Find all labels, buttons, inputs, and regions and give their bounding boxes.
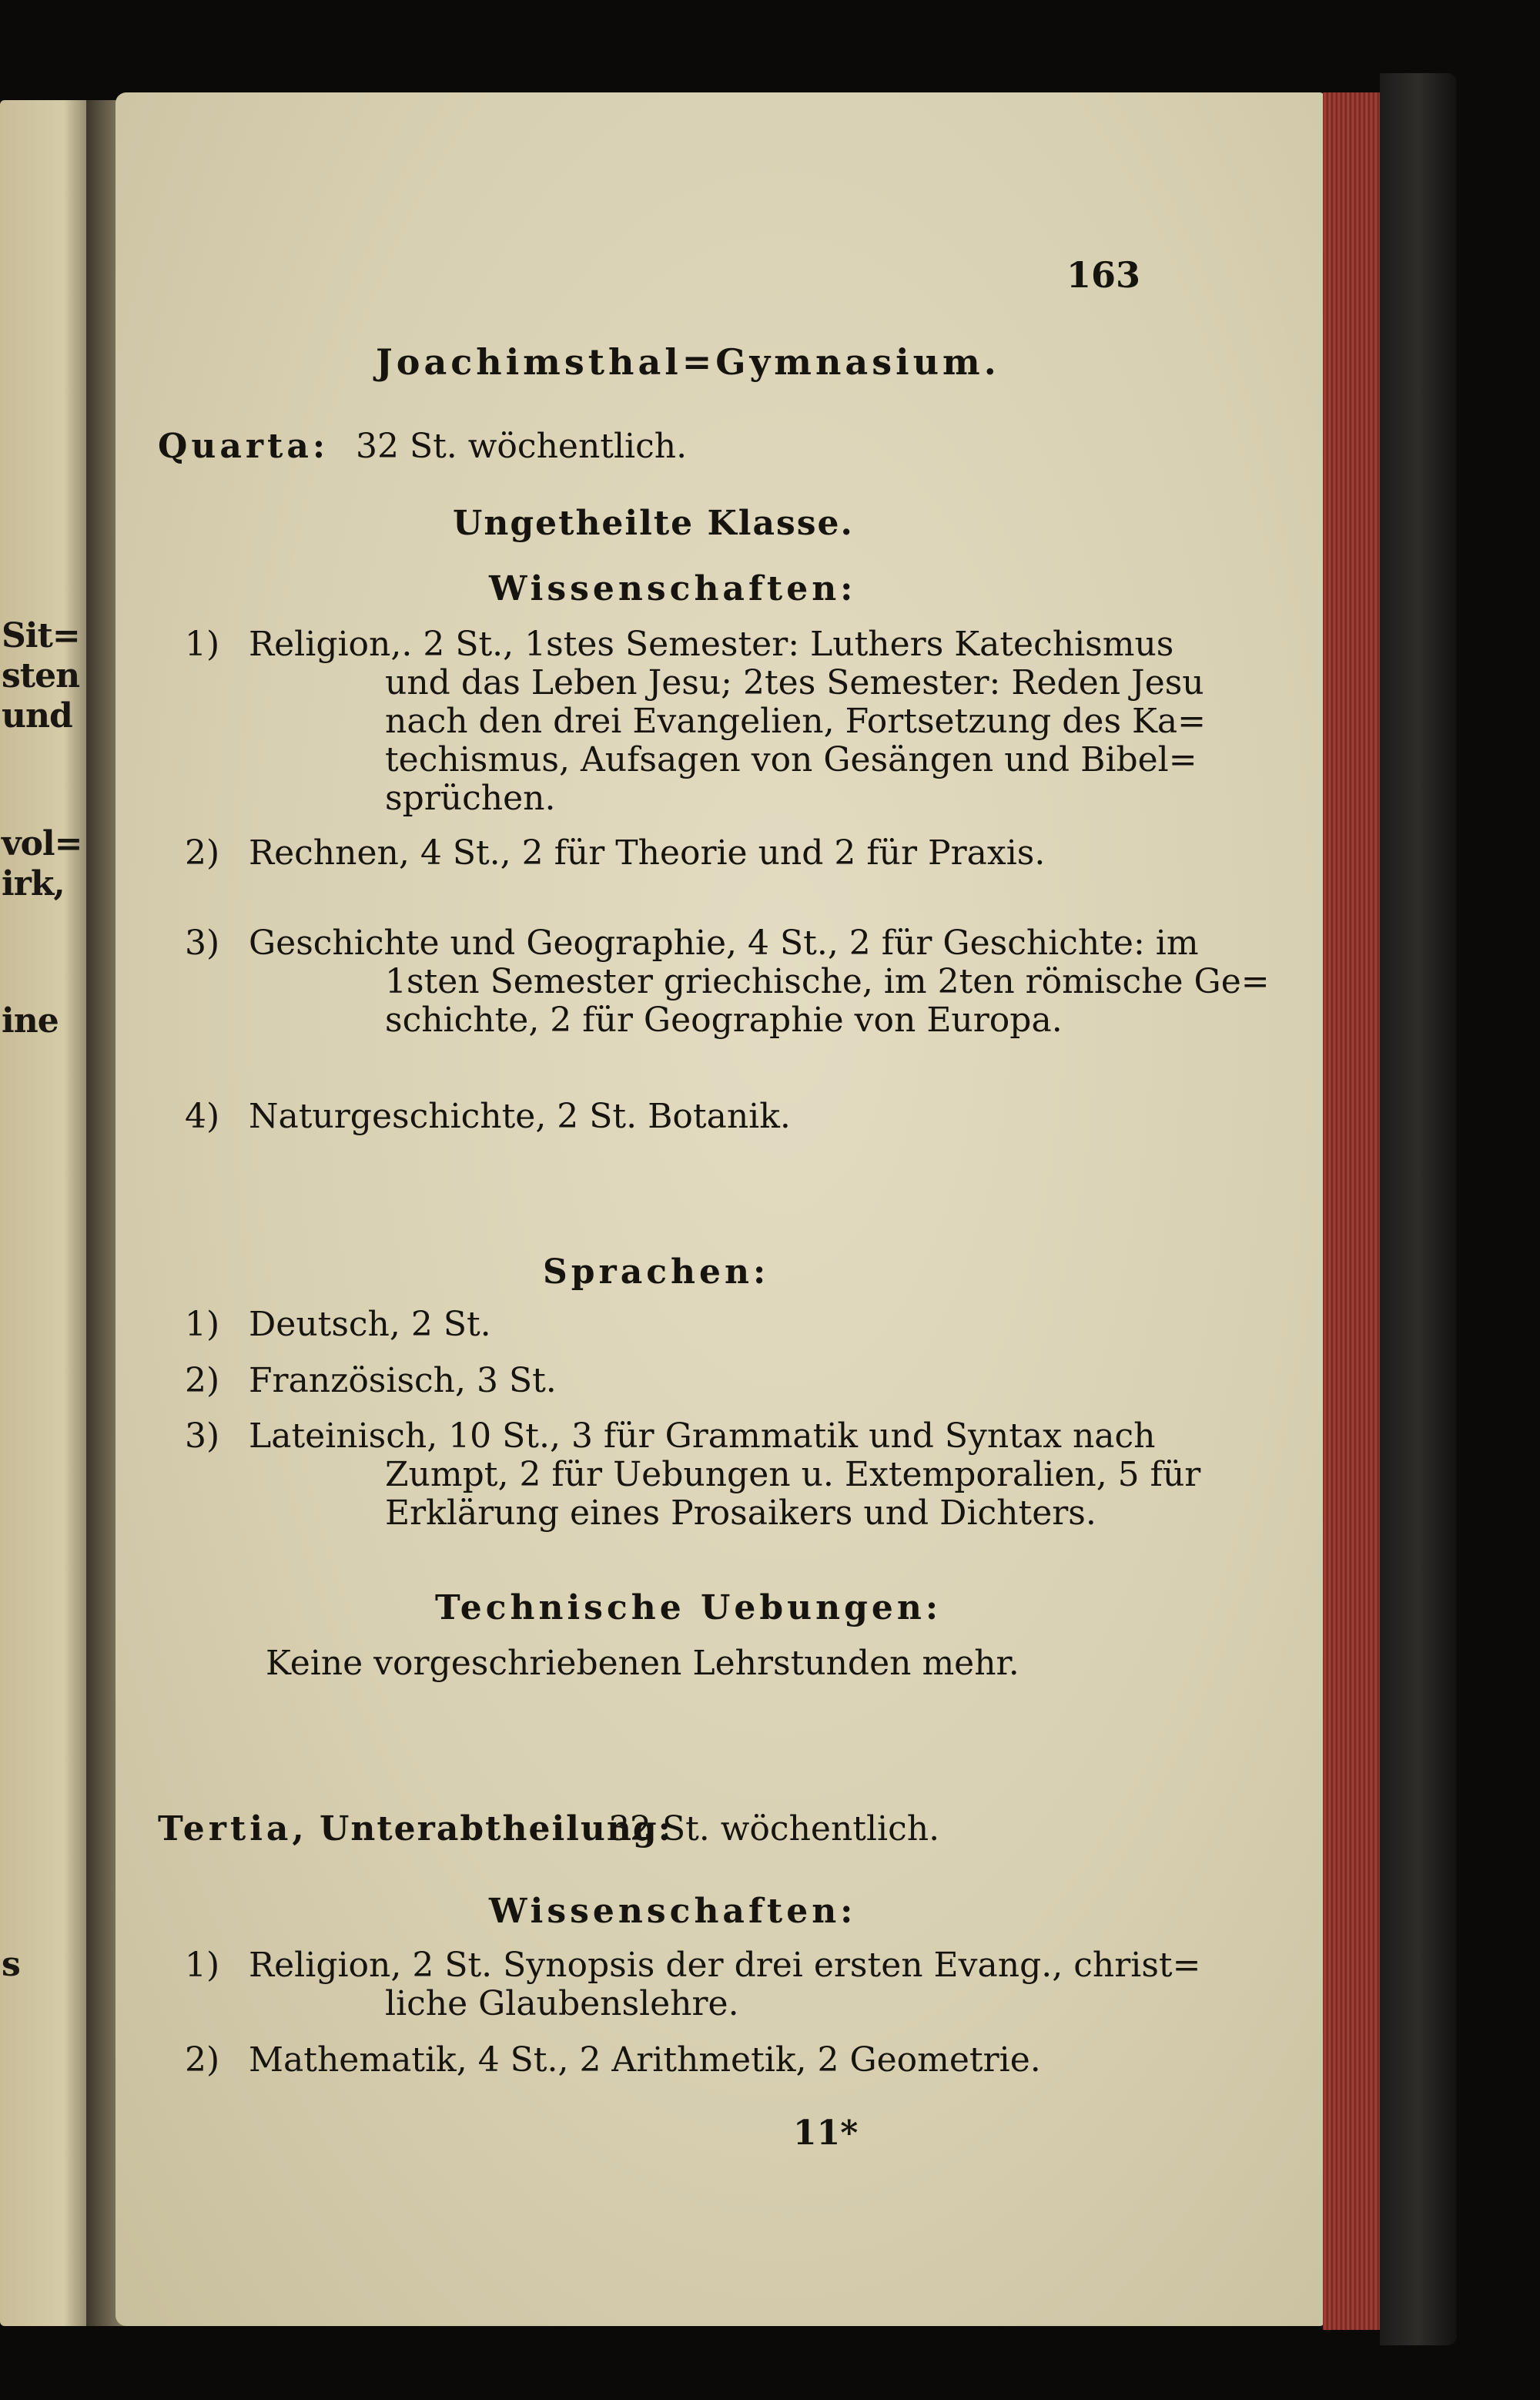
item-line: 1sten Semester griechische, im 2ten römische Ge= xyxy=(385,962,1270,1001)
item-line: Mathematik, 4 St., 2 Arithmetik, 2 Geometrie. xyxy=(249,2040,1041,2080)
item-line: Zumpt, 2 für Uebungen u. Extemporalien, 5 für xyxy=(385,1455,1201,1494)
item-number: 1) xyxy=(185,1305,220,1344)
tertia-hours: 32 St. wöchentlich. xyxy=(608,1809,940,1849)
item-line: techismus, Aufsagen von Gesängen und Bibel= xyxy=(385,740,1197,779)
left-page-text: s xyxy=(2,1945,20,1984)
tertia-sublabel: Unterabtheilung: xyxy=(320,1809,672,1849)
item-number: 3) xyxy=(185,1416,220,1456)
left-page-text: vol= xyxy=(2,824,82,863)
item-line: liche Glaubenslehre. xyxy=(385,1984,739,2023)
item-line: Religion,. 2 St., 1stes Semester: Luthers Katechismus xyxy=(249,625,1174,664)
item-line: nach den drei Evangelien, Fortsetzung des Ka= xyxy=(385,702,1206,741)
item-number: 1) xyxy=(185,625,220,664)
item-line: Naturgeschichte, 2 St. Botanik. xyxy=(249,1097,791,1136)
item-line: Religion, 2 St. Synopsis der drei ersten Evang., christ= xyxy=(249,1946,1201,1985)
item-line: Geschichte und Geographie, 4 St., 2 für Geschichte: im xyxy=(249,923,1199,963)
signature-mark: 11* xyxy=(793,2113,859,2153)
tertia-label: Tertia, xyxy=(158,1809,308,1849)
item-line: Französisch, 3 St. xyxy=(249,1361,557,1400)
page-number: 163 xyxy=(1066,254,1141,296)
item-number: 1) xyxy=(185,1946,220,1985)
left-page-text: und xyxy=(2,696,72,736)
item-line: schichte, 2 für Geographie von Europa. xyxy=(385,1001,1063,1040)
quarta-subtitle: Ungetheilte Klasse. xyxy=(453,504,854,543)
item-line: Lateinisch, 10 St., 3 für Grammatik und Syntax nach xyxy=(249,1416,1156,1456)
left-page-text: Sit= xyxy=(2,616,80,655)
item-line: Erklärung eines Prosaikers und Dichters. xyxy=(385,1493,1096,1533)
item-number: 4) xyxy=(185,1097,220,1136)
quarta-label: Quarta: xyxy=(158,427,330,466)
left-page-text: ine xyxy=(2,1001,59,1041)
quarta-hours: 32 St. wöchentlich. xyxy=(356,427,688,466)
page-title: Joachimsthal=Gymnasium. xyxy=(376,341,1000,383)
technical-text: Keine vorgeschriebenen Lehrstunden mehr. xyxy=(266,1644,1019,1683)
item-number: 2) xyxy=(185,833,220,873)
item-number: 2) xyxy=(185,2040,220,2080)
left-page-text: sten xyxy=(2,656,80,696)
item-line: Rechnen, 4 St., 2 für Theorie und 2 für Praxis. xyxy=(249,833,1046,873)
sciences-heading: Wissenschaften: xyxy=(489,1892,857,1931)
technical-heading: Technische Uebungen: xyxy=(435,1588,942,1627)
item-number: 3) xyxy=(185,923,220,963)
item-line: sprüchen. xyxy=(385,779,556,818)
languages-heading: Sprachen: xyxy=(543,1252,770,1292)
item-number: 2) xyxy=(185,1361,220,1400)
sciences-heading: Wissenschaften: xyxy=(489,569,857,608)
left-page-text: irk, xyxy=(2,864,65,903)
item-line: Deutsch, 2 St. xyxy=(249,1305,491,1344)
item-line: und das Leben Jesu; 2tes Semester: Reden Jesu xyxy=(385,663,1204,702)
